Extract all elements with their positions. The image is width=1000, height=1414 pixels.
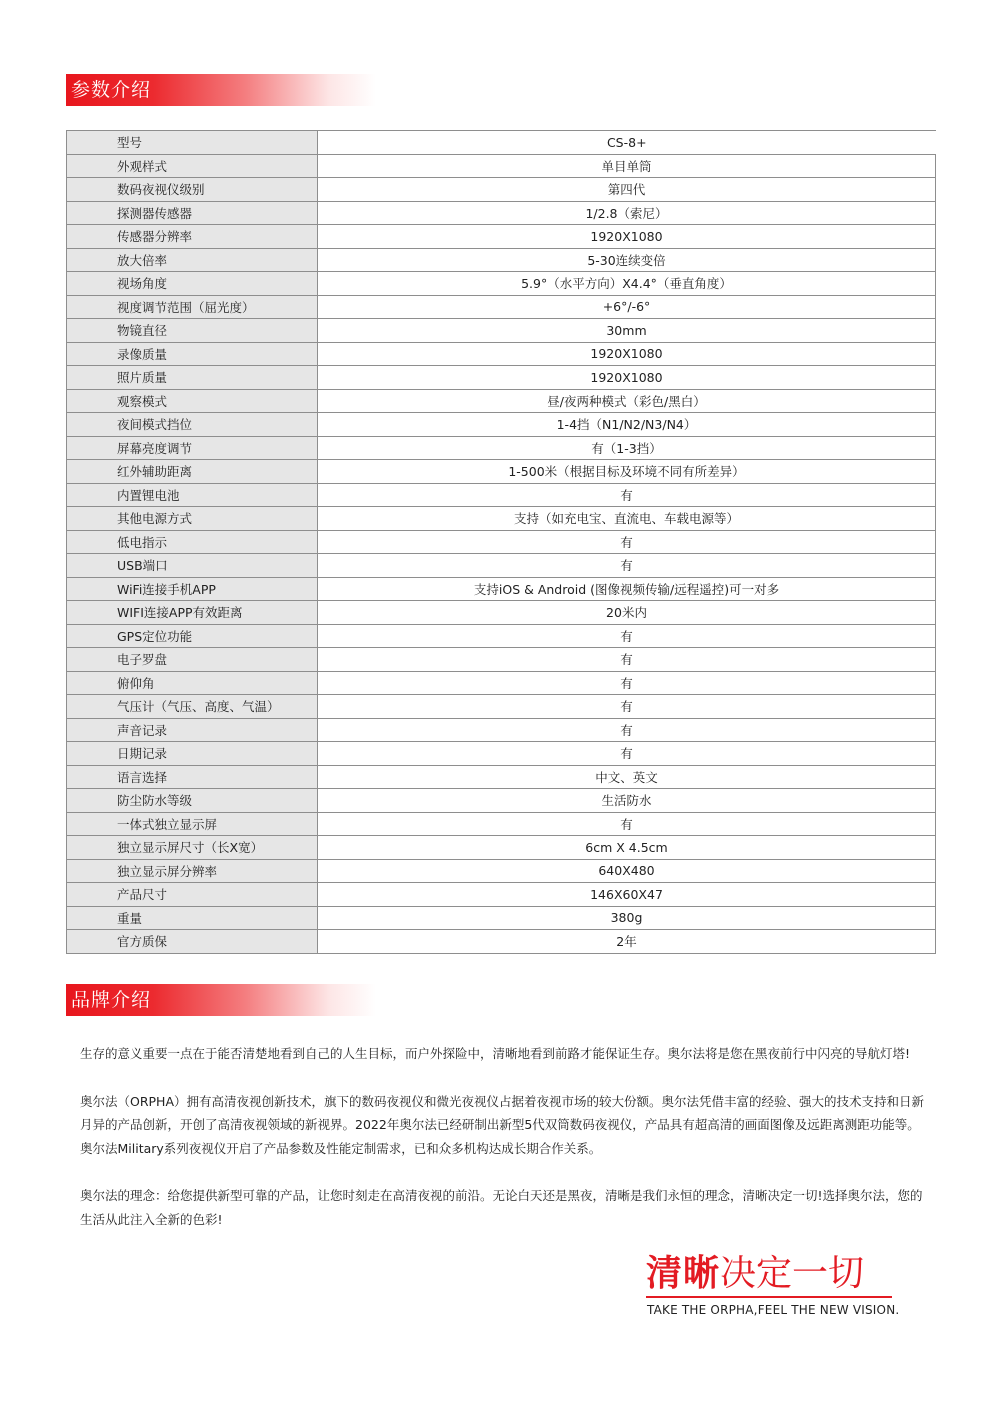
- spec-value: 支持iOS & Android (图像视频传输/远程遥控)可一对多: [318, 577, 936, 601]
- brand-paragraph-2: 奥尔法（ORPHA）拥有高清夜视创新技术，旗下的数码夜视仪和微光夜视仪占据着夜视市场的较大份额。奥尔法凭借丰富的经验、强大的技术支持和日新月异的产品创新，开创了高清夜视领域的新视界。2022年奥尔法已经研制出新型5代双筒数码夜视仪，产品具有超高清的画面图像及远距离测距功能等。奥尔法Military系列夜视仪开启了产品参数及性能定制需求，已和众多机构达成长期合作关系。: [80, 1093, 925, 1156]
- spec-label: GPS定位功能: [67, 624, 318, 648]
- spec-row: [67, 272, 936, 296]
- spec-label: 屏幕亮度调节: [67, 436, 318, 460]
- spec-value: 30mm: [318, 319, 936, 343]
- spec-row: [67, 859, 936, 883]
- spec-value: CS-8+: [318, 131, 936, 155]
- spec-row: [67, 671, 936, 695]
- spec-row: [67, 436, 936, 460]
- brand-paragraph-1: 生存的意义重要一点在于能否清楚地看到自己的人生目标，而户外探险中，清晰地看到前路才能保证生存。奥尔法将是您在黑夜前行中闪亮的导航灯塔!: [80, 1046, 911, 1061]
- slogan-light-text: 决定一切: [720, 1253, 865, 1294]
- brand-paragraph-3: 奥尔法的理念：给您提供新型可靠的产品，让您时刻走在高清夜视的前沿。无论白天还是黑夜，清晰是我们永恒的理念，清晰决定一切!选择奥尔法，您的生活从此注入全新的色彩!: [80, 1188, 923, 1227]
- spec-table-body: [67, 131, 936, 954]
- spec-value: 1-500米（根据目标及环境不同有所差异）: [318, 460, 936, 484]
- spec-row: [67, 554, 936, 578]
- spec-label: 红外辅助距离: [67, 460, 318, 484]
- spec-row: [67, 295, 936, 319]
- spec-table: [66, 130, 936, 954]
- spec-label: WIFI连接APP有效距离: [67, 601, 318, 625]
- brand-description: [80, 1042, 930, 1255]
- spec-label: 照片质量: [67, 366, 318, 390]
- spec-value: 有: [318, 554, 936, 578]
- spec-row: [67, 695, 936, 719]
- spec-label: 夜间模式挡位: [67, 413, 318, 437]
- spec-label: 气压计（气压、高度、气温）: [67, 695, 318, 719]
- spec-row: [67, 812, 936, 836]
- spec-row: [67, 530, 936, 554]
- brand-slogan: [646, 1252, 896, 1296]
- spec-value: 20米内: [318, 601, 936, 625]
- spec-row: [67, 248, 936, 272]
- spec-label: 视度调节范围（屈光度）: [67, 295, 318, 319]
- spec-row: [67, 154, 936, 178]
- spec-value: 昼/夜两种模式（彩色/黑白）: [318, 389, 936, 413]
- spec-label: 视场角度: [67, 272, 318, 296]
- spec-row: [67, 577, 936, 601]
- spec-value: 有: [318, 483, 936, 507]
- spec-row: [67, 225, 936, 249]
- spec-label: 观察模式: [67, 389, 318, 413]
- spec-label: 俯仰角: [67, 671, 318, 695]
- brand-tagline: TAKE THE ORPHA,FEEL THE NEW VISION.: [647, 1303, 900, 1317]
- spec-label: USB端口: [67, 554, 318, 578]
- spec-value: 640X480: [318, 859, 936, 883]
- spec-row: [67, 718, 936, 742]
- spec-label: 型号: [67, 131, 318, 155]
- spec-label: 一体式独立显示屏: [67, 812, 318, 836]
- spec-row: [67, 930, 936, 954]
- spec-label: 日期记录: [67, 742, 318, 766]
- spec-label: 语言选择: [67, 765, 318, 789]
- spec-label: 内置锂电池: [67, 483, 318, 507]
- spec-row: [67, 789, 936, 813]
- spec-label: 其他电源方式: [67, 507, 318, 531]
- spec-value: 有: [318, 624, 936, 648]
- spec-label: 产品尺寸: [67, 883, 318, 907]
- spec-row: [67, 413, 936, 437]
- slogan-underline: [646, 1296, 892, 1298]
- spec-row: [67, 648, 936, 672]
- spec-value: 有: [318, 742, 936, 766]
- spec-value: 生活防水: [318, 789, 936, 813]
- spec-value: 1920X1080: [318, 366, 936, 390]
- spec-row: [67, 624, 936, 648]
- spec-label: 录像质量: [67, 342, 318, 366]
- spec-row: [67, 178, 936, 202]
- spec-row: [67, 483, 936, 507]
- spec-label: WiFi连接手机APP: [67, 577, 318, 601]
- spec-row: [67, 131, 936, 155]
- spec-label: 外观样式: [67, 154, 318, 178]
- spec-label: 数码夜视仪级别: [67, 178, 318, 202]
- spec-value: 380g: [318, 906, 936, 930]
- spec-row: [67, 342, 936, 366]
- spec-value: 有: [318, 530, 936, 554]
- spec-row: [67, 389, 936, 413]
- spec-value: 支持（如充电宝、直流电、车载电源等）: [318, 507, 936, 531]
- spec-row: [67, 319, 936, 343]
- spec-value: 有: [318, 718, 936, 742]
- spec-row: [67, 601, 936, 625]
- spec-value: 5-30连续变倍: [318, 248, 936, 272]
- spec-value: 有: [318, 695, 936, 719]
- spec-label: 防尘防水等级: [67, 789, 318, 813]
- spec-value: 1920X1080: [318, 342, 936, 366]
- spec-row: [67, 883, 936, 907]
- spec-value: 有（1-3挡）: [318, 436, 936, 460]
- spec-label: 官方质保: [67, 930, 318, 954]
- spec-value: 5.9°（水平方向）X4.4°（垂直角度）: [318, 272, 936, 296]
- spec-value: 1-4挡（N1/N2/N3/N4）: [318, 413, 936, 437]
- spec-label: 电子罗盘: [67, 648, 318, 672]
- spec-row: [67, 906, 936, 930]
- spec-value: 6cm X 4.5cm: [318, 836, 936, 860]
- spec-value: 1920X1080: [318, 225, 936, 249]
- spec-row: [67, 742, 936, 766]
- spec-value: 有: [318, 812, 936, 836]
- params-section-title: 参数介绍: [66, 74, 376, 106]
- spec-label: 物镜直径: [67, 319, 318, 343]
- spec-label: 独立显示屏分辨率: [67, 859, 318, 883]
- brand-section-title: 品牌介绍: [66, 984, 376, 1016]
- spec-label: 低电指示: [67, 530, 318, 554]
- spec-row: [67, 836, 936, 860]
- spec-label: 探测器传感器: [67, 201, 318, 225]
- slogan-bold-text: 清晰: [646, 1253, 721, 1294]
- spec-label: 声音记录: [67, 718, 318, 742]
- spec-value: 146X60X47: [318, 883, 936, 907]
- spec-value: 第四代: [318, 178, 936, 202]
- spec-row: [67, 507, 936, 531]
- spec-row: [67, 765, 936, 789]
- spec-row: [67, 366, 936, 390]
- spec-value: +6°/-6°: [318, 295, 936, 319]
- spec-label: 放大倍率: [67, 248, 318, 272]
- spec-row: [67, 201, 936, 225]
- spec-row: [67, 460, 936, 484]
- spec-label: 重量: [67, 906, 318, 930]
- spec-label: 传感器分辨率: [67, 225, 318, 249]
- spec-value: 2年: [318, 930, 936, 954]
- spec-value: 中文、英文: [318, 765, 936, 789]
- spec-value: 有: [318, 648, 936, 672]
- spec-value: 单目单筒: [318, 154, 936, 178]
- spec-value: 1/2.8（索尼）: [318, 201, 936, 225]
- spec-label: 独立显示屏尺寸（长X宽）: [67, 836, 318, 860]
- spec-value: 有: [318, 671, 936, 695]
